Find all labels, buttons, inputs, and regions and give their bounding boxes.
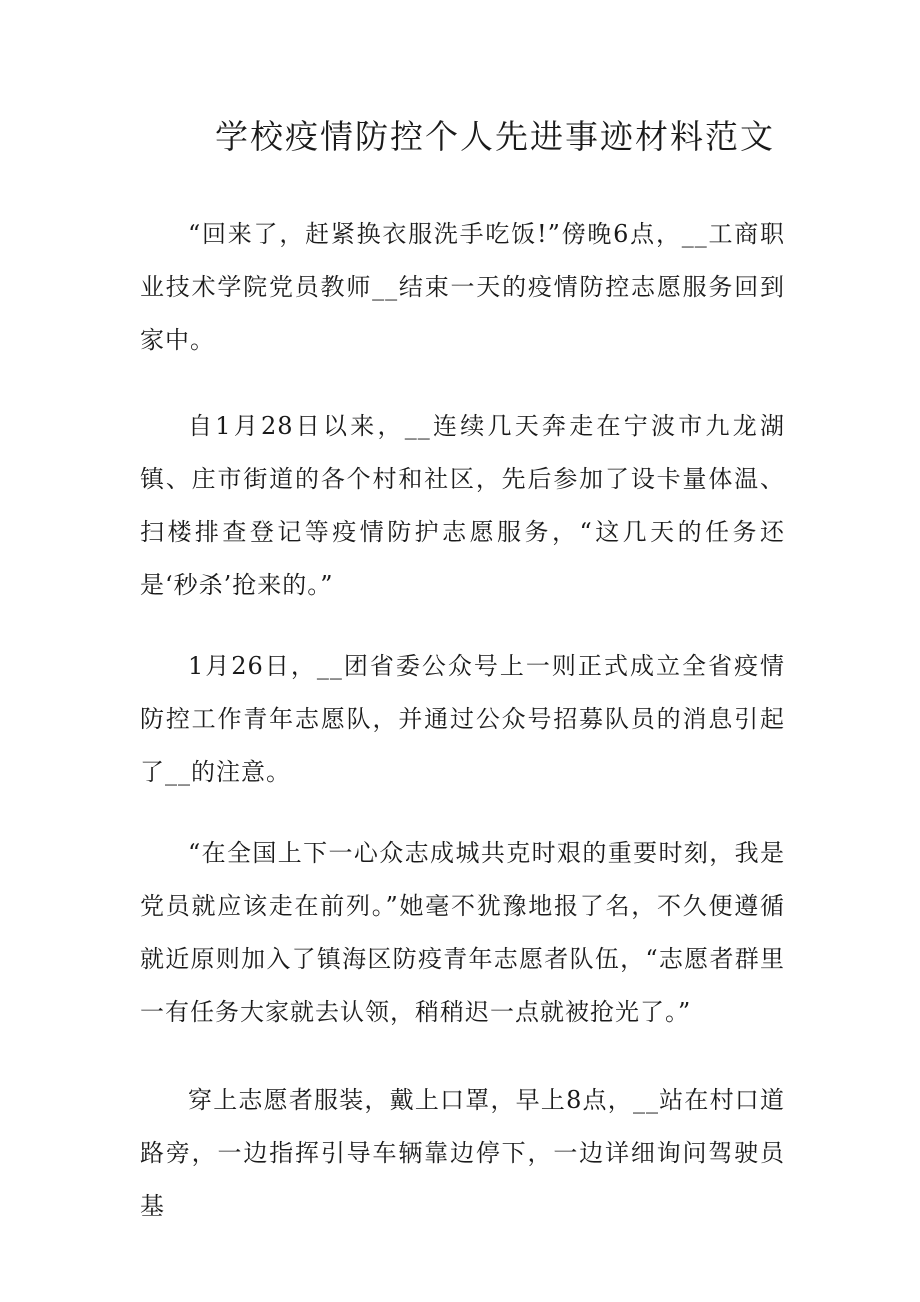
paragraph: “在全国上下一心众志成城共克时艰的重要时刻，我是党员就应该走在前列。”她毫不犹豫地报了名，不久便遵循就近原则加入了镇海区防疫青年志愿者队伍，“志愿者群里一有任务大家就去认领，稍稍迟一点就被抢光了。” (140, 839, 785, 1026)
paragraph: 自1月28日以来，__连续几天奔走在宁波市九龙湖镇、庄市街道的各个村和社区，先后参加了设卡量体温、扫楼排查登记等疫情防护志愿服务，“这几天的任务还是‘秒杀’抢来的。” (140, 412, 785, 599)
document-title: 学校疫情防控个人先进事迹材料范文 (215, 117, 775, 156)
paragraph: 穿上志愿者服装，戴上口罩，早上8点，__站在村口道路旁，一边指挥引导车辆靠边停下，一边详细询问驾驶员基 (140, 1086, 785, 1220)
paragraph: 1月26日，__团省委公众号上一则正式成立全省疫情防控工作青年志愿队，并通过公众号招募队员的消息引起了__的注意。 (140, 652, 785, 786)
paragraph: “回来了，赶紧换衣服洗手吃饭!”傍晚6点，__工商职业技术学院党员教师__结束一天的疫情防控志愿服务回到家中。 (140, 220, 785, 354)
